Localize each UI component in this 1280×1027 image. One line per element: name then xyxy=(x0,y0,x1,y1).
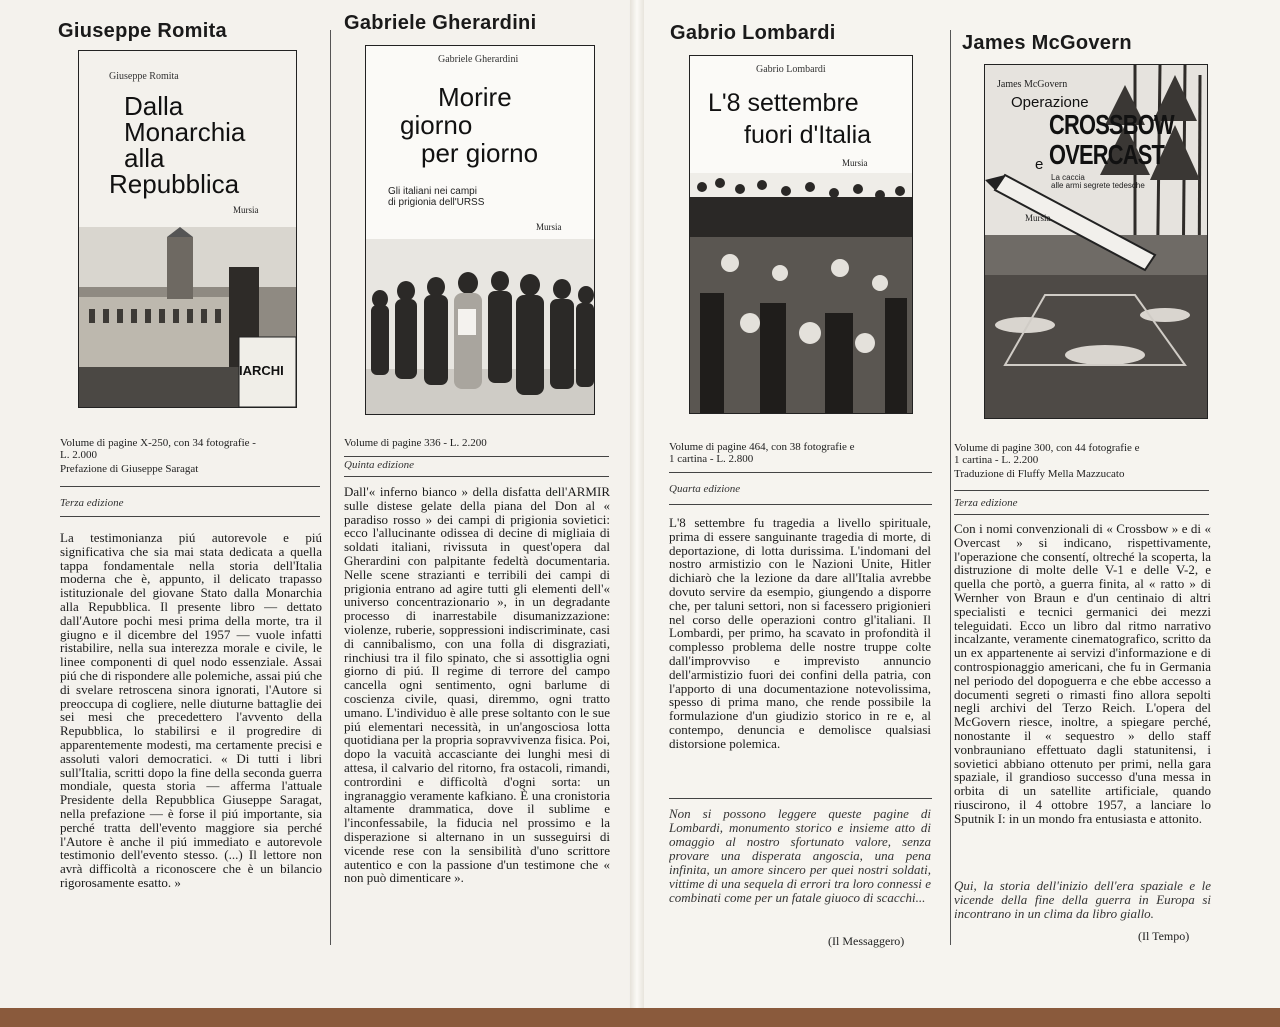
edition-label: Quinta edizione xyxy=(344,459,414,471)
separator-rule xyxy=(344,456,609,457)
cover-subtitle-line: Gli italiani nei campi xyxy=(388,186,477,197)
background-table xyxy=(0,1008,1280,1027)
book-details-line: L. 2.000 xyxy=(60,449,97,461)
separator-rule xyxy=(344,476,609,477)
book-cover xyxy=(689,55,913,414)
cover-title-line: OVERCAST xyxy=(1049,139,1165,170)
cover-sign-text: IARCHI xyxy=(239,363,284,378)
author-name: James McGovern xyxy=(962,32,1132,54)
book-description: La testimonianza piú autorevole e piú significativa che sia mai stata dedicata a quella tappa fondamentale nella storia dell'Italia moderna che è, appunto, il delicato trapasso istituzionale del giovane Stato dalla Monarchia alla Repubblica. Il presente libro — dettato dall'Autore pochi mesi prima della morte, tra il giugno e il dicembre del 1957 — vuole infatti ristabilire, nella sua interezza morale e civile, le linee componenti di quel nodo essenziale. Assai piú che di rispondere alle polemiche, assai piú che di svelare retroscena sinora ignorati, l'Autore si preoccupa di cogliere, nelle diuturne battaglie dei sei mesi che precedettero l'avvento della Repubblica, lo stabilirsi e il progredire di apparentemente modesti, ma certamente precisi e assoluti valori democratici. « Di tutti i libri sull'Italia, scritti dopo la fine della seconda guerra mondiale, questa storia — afferma l'attuale Presidente della Repubblica Giuseppe Saragat, nella prefazione — è forse il piú importante, sia perché tratta dell'evento maggiore sia perché l'Autore è anche il piú immediato e autorevole testimonio dell'evento stesso. (...) Il lettore non avrà difficoltà a riconoscere che è un bilancio rigorosamente esatto. » xyxy=(60,531,322,890)
cover-title-line: Repubblica xyxy=(109,169,240,199)
author-name: Gabrio Lombardi xyxy=(670,22,836,44)
cover-title-line: CROSSBOW xyxy=(1049,109,1174,140)
separator-rule xyxy=(60,516,320,517)
book-description: Dall'« inferno bianco » della disfatta dell'ARMIR sulle distese gelate della piana del Don al « paradiso rosso » dei campi di prigionia sovietici: ecco l'allucinante odissea di decine di migliaia di soldati italiani, rivissuta in quest'opera dal Gherardini con palpitante fedeltà documentaria. Nelle scene strazianti e terribili dei campi di prigionia entrano ad agire tutti gli elementi dell'« universo concentrazionario », in un degradante processo di inarrestabile disumanizzazione: violenze, ruberie, soppressioni indiscriminate, casi di cannibalismo, con una folla di disgraziati, rinchiusi tra il filo spinato, che si assottiglia ogni giorno di piú. Il regime di terrore del campo cancella ogni sentimento, ogni barlume di coscienza civile, quasi, diremmo, ogni tratto umano. L'individuo è alle prese soltanto con le sue piú elementari necessità, in un'angosciosa lotta quotidiana per la propria sopravvivenza fisica. Poi, dopo la vacuità accasciante dei lunghi mesi di attesa, il calvario del ritorno, fra ostacoli, rimandi, contrordini e difficoltà d'ogni sorta: un ingranaggio veramente kafkiano. È una cronistoria altamente drammatica, dove il sublime e l'inconfessabile, la fiducia nel prossimo e la disperazione si alternano in un susseguirsi di vicende rese con la sensibilità d'uno scrittore autentico e con la passione d'un testimone che « non può dimenticare ». xyxy=(344,485,610,886)
book-details-line: Volume di pagine 464, con 38 fotografie e xyxy=(669,441,855,453)
book-details-line: 1 cartina - L. 2.800 xyxy=(669,453,754,465)
edition-label: Terza edizione xyxy=(60,497,124,509)
book-cover xyxy=(984,64,1208,419)
cover-publisher: Mursia xyxy=(842,158,868,168)
separator-rule xyxy=(60,486,320,487)
cover-photo-crowd xyxy=(690,173,912,413)
quote-source: (Il Tempo) xyxy=(1138,929,1190,943)
cover-subtitle-line: di prigionia dell'URSS xyxy=(388,197,485,208)
cover-publisher: Mursia xyxy=(1025,213,1051,223)
cover-title-line: L'8 settembre xyxy=(708,89,859,117)
book-details-line: Volume di pagine X-250, con 34 fotografie - xyxy=(60,437,256,449)
cover-publisher: Mursia xyxy=(233,205,259,215)
cover-title-line: Dalla xyxy=(124,91,184,121)
cover-title-line: fuori d'Italia xyxy=(744,121,872,149)
book-details xyxy=(669,441,934,465)
separator-rule xyxy=(954,514,1209,515)
book-details-line: Volume di pagine 336 - L. 2.200 xyxy=(344,437,487,449)
edition-label: Quarta edizione xyxy=(669,483,741,495)
separator-rule xyxy=(669,798,932,799)
cover-title-line: per giorno xyxy=(421,138,539,168)
book-details-line: Traduzione di Fluffy Mella Mazzucato xyxy=(954,468,1125,480)
book-description: L'8 settembre fu tragedia a livello spirituale, prima di essere sanguinante tragedia di morte, di deportazione, di lotta durissima. L'indomani del nostro armistizio con le Nazioni Unite, Hitler dichiarò che la lezione da dare all'Italia avrebbe dovuto servire da esempio, giungendo a disporre che, per taluni settori, non si facessero prigionieri nel corso delle operazioni contro gl'italiani. Il Lombardi, per primo, ha scavato in profondità il complesso problema delle nostre truppe colte dall'improvviso e imprevisto annuncio dell'armistizio fuori dei confini della patria, con l'apporto di una documentazione notevolissima, spesso di prima mano, che rende possibile la formulazione d'un giudizio storico in re e, al contempo, denuncia e demolisce qualsiasi distorsione polemica. xyxy=(669,516,931,751)
quote-source: (Il Messaggero) xyxy=(828,934,905,948)
author-name: Giuseppe Romita xyxy=(58,20,227,42)
page-gutter xyxy=(630,0,644,1010)
cover-author: James McGovern xyxy=(997,79,1068,90)
press-quote: Non si possono leggere queste pagine di Lombardi, monumento storico e insieme atto di omaggio al nostro sfortunato valore, senza provare una disperata angoscia, una pena infinita, un amore sincero per quei nostri soldati, vittime di una sequela di errori tra loro connessi e combinati come per un fatale giuoco di scacchi... xyxy=(669,807,931,905)
cover-title-joiner: e xyxy=(1035,156,1044,173)
cover-title-line: Operazione xyxy=(1011,94,1089,111)
cover-title-line: Monarchia xyxy=(124,117,246,147)
cover-author: Gabrio Lombardi xyxy=(756,64,826,75)
cover-author: Gabriele Gherardini xyxy=(438,54,519,65)
author-name: Gabriele Gherardini xyxy=(344,12,537,34)
cover-author: Giuseppe Romita xyxy=(109,71,179,82)
book-details-line: 1 cartina - L. 2.200 xyxy=(954,454,1039,466)
separator-rule xyxy=(954,490,1209,491)
column-divider xyxy=(950,30,951,945)
cover-title-line: alla xyxy=(124,143,165,173)
book-details xyxy=(954,442,1216,480)
press-quote: Qui, la storia dell'inizio dell'era spaziale e le vicende della fine della guerra in Europa si incontrano in un clima da libro giallo. xyxy=(954,879,1211,921)
book-details-line: Prefazione di Giuseppe Saragat xyxy=(60,463,199,475)
column-divider xyxy=(330,30,331,945)
cover-subtitle-line: alle armi segrete tedesche xyxy=(1051,181,1145,190)
book-cover xyxy=(78,50,297,408)
edition-label: Terza edizione xyxy=(954,497,1018,509)
book-cover xyxy=(365,45,595,415)
book-details-line: Volume di pagine 300, con 44 fotografie e xyxy=(954,442,1140,454)
separator-rule xyxy=(669,504,932,505)
cover-title-line: giorno xyxy=(400,110,473,140)
book-description: Con i nomi convenzionali di « Crossbow » e di « Overcast » si indicano, rispettivamente, l'operazione che consentí, oltreché la scoperta, la distruzione di molte delle V-1 e delle V-2, e quella che portò, a guerra finita, al « ratto » di Wernher von Braun e d'un centinaio di altri specialisti e tecnici germanici dei mezzi teleguidati. Ecco un libro dal ritmo narrativo incalzante, veramente cinematografico, scritto da un ex appartenente ai servizi d'informazione e di controspionaggio americani, che fu in Germania nel periodo del dopoguerra e che ebbe accesso a documenti segreti o rimasti fino allora sepolti negli archivi del Terzo Reich. L'opera del McGovern riesce, inoltre, a spiegare perché, nonostante il « sequestro » dello staff vonbrauniano effettuato dagli statunitensi, i sovietici abbiano ottenuto per primi, nella gara spaziale, il grandioso successo d'una messa in orbita di un satellite artificiale, quando riuscirono, il 4 ottobre 1957, a lanciare lo Sputnik I: in un mondo fra entusiasta e attonito. xyxy=(954,522,1211,826)
cover-publisher: Mursia xyxy=(536,222,562,232)
cover-photo-prisoners xyxy=(366,239,594,414)
cover-subtitle-line: La caccia xyxy=(1051,173,1085,182)
book-details xyxy=(60,437,325,475)
book-details xyxy=(344,437,609,449)
cover-photo-palace xyxy=(79,227,296,407)
separator-rule xyxy=(669,472,932,473)
cover-title-line: Morire xyxy=(438,82,512,112)
